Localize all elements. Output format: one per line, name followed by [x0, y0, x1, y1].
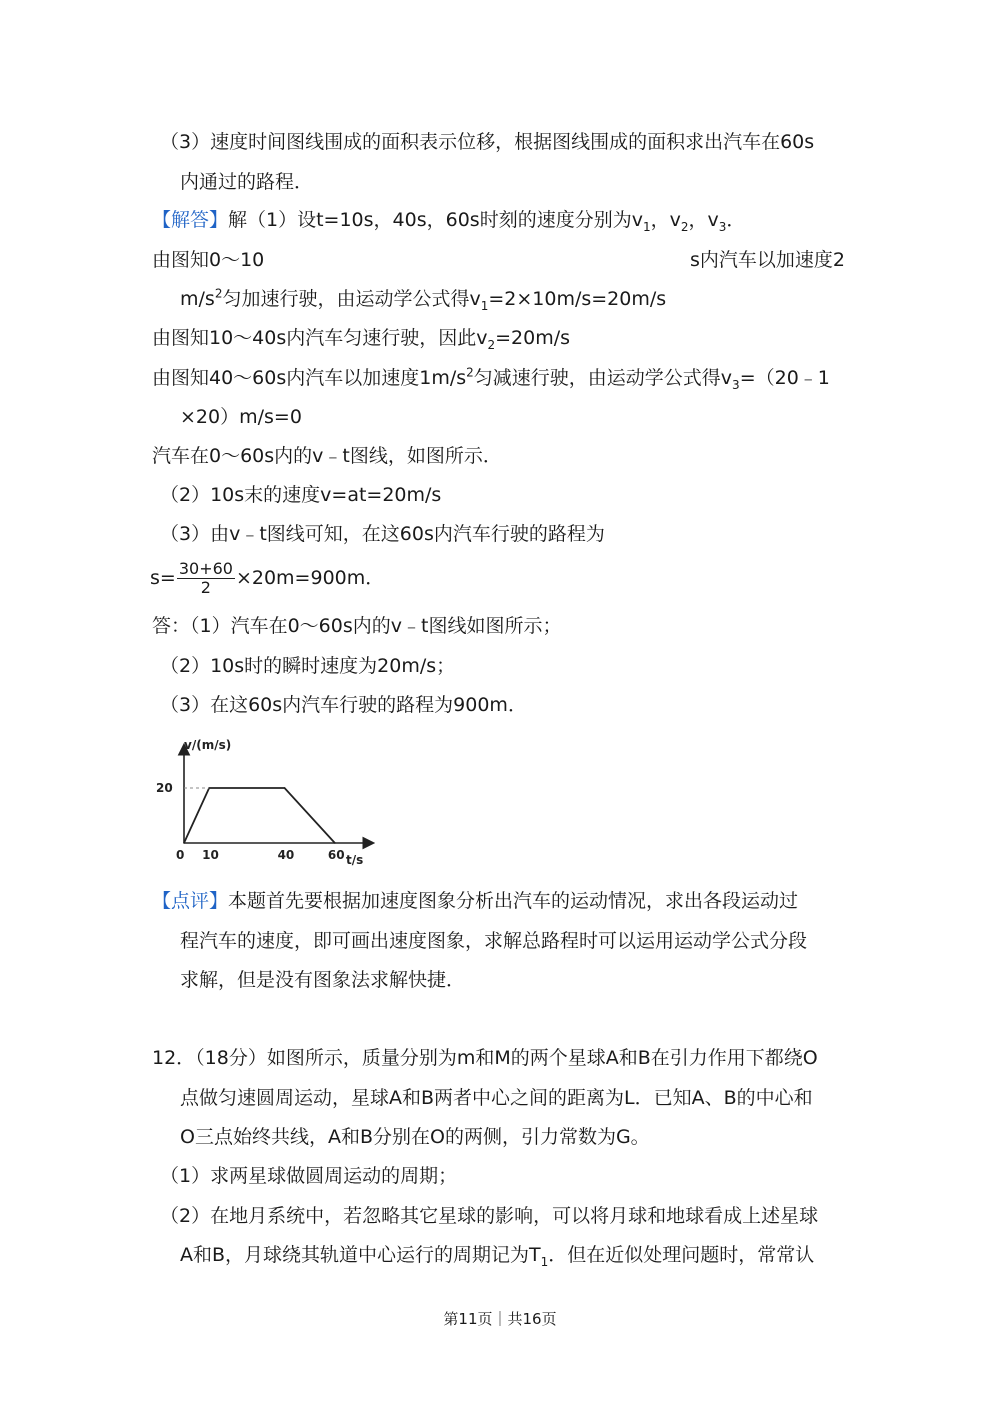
answer-line-11: （2）10s时的瞬时速度为20m/s； — [160, 655, 456, 677]
answer-intro: 【解答】解（1）设t=10s，40s，60s时刻的速度分别为$v_1$，$v_2$，$v_3$． — [152, 209, 746, 234]
velocity-time-graph — [150, 734, 380, 874]
x-axis-label: t/s — [346, 853, 364, 867]
y-axis-label: v/(m/s) — [184, 738, 232, 752]
answer-line-6: 汽车在0～60s内的v﹣t图线，如图所示． — [152, 445, 502, 467]
x-tick-label: 0 — [176, 848, 185, 862]
answer-line-2: $m/s^2$匀加速行驶，由运动学公式得$v_1=2\times 10m/s=20m/s$ — [180, 286, 667, 313]
answer-line-3: 由图知10～40s内汽车匀速行驶，因此$v_2=20m/s$ — [152, 327, 571, 352]
data-point — [183, 842, 185, 844]
data-point — [334, 842, 336, 844]
answer-line-1-right: s内汽车以加速度2 — [690, 249, 845, 271]
x-tick-label: 10 — [202, 848, 219, 862]
comment-line-2: 程汽车的速度，即可画出速度图象，求解总路程时可以运用运动学公式分段 — [180, 930, 808, 952]
answer-line-7: （2）10s末的速度v=at=20m/s — [160, 484, 442, 506]
y-tick-label: 20 — [156, 781, 173, 795]
question-12-line-4: （1）求两星球做圆周运动的周期； — [160, 1165, 458, 1187]
question-12-line-5: （2）在地月系统中，若忽略其它星球的影响，可以将月球和地球看成上述星球 — [160, 1205, 819, 1227]
x-tick-label: 60 — [327, 848, 345, 862]
question-12-line-3: O三点始终共线，A和B分别在O的两侧，引力常数为G。 — [180, 1126, 650, 1148]
comment-tag: 【点评】 — [152, 890, 229, 912]
question-12-line-2: 点做匀速圆周运动，星球A和B两者中心之间的距离为L．已知A、B的中心和 — [180, 1087, 813, 1109]
data-point — [284, 787, 286, 789]
velocity-line — [184, 788, 335, 843]
fraction: $\frac{30+60}{2}$ — [178, 559, 233, 597]
question-12-line-1: 12．（18分）如图所示，质量分别为m和M的两个星球A和B在引力作用下都绕O — [152, 1047, 818, 1069]
answer-line-5: ×20）m/s=0 — [180, 406, 302, 428]
question-12-line-6: A和B，月球绕其轨道中心运行的周期记为$T_1$．但在近似处理问题时，常常认 — [180, 1244, 815, 1269]
answer-line-1-left: 由图知0～10 — [152, 249, 265, 271]
answer-formula: s= $\frac{30+60}{2}$ ×20m=900m． — [150, 559, 385, 597]
solution-step-3-line2: 内通过的路程． — [180, 171, 314, 193]
solution-step-3-line1: （3）速度时间图线围成的面积表示位移，根据图线围成的面积求出汽车在60s — [160, 131, 815, 153]
answer-line-8: （3）由v﹣t图线可知，在这60s内汽车行驶的路程为 — [160, 523, 605, 545]
page-footer: 第11页｜共16页 — [443, 1310, 557, 1328]
answer-line-10: 答：（1）汽车在0～60s内的v﹣t图线如图所示； — [152, 615, 562, 637]
answer-line-4: 由图知40～60s内汽车以加速度$1m/s^2$匀减速行驶，由运动学公式得$v_3=(20﹣1$ — [152, 365, 830, 392]
comment-line-1: 【点评】本题首先要根据加速度图象分析出汽车的运动情况，求出各段运动过 — [152, 890, 799, 912]
answer-line-12: （3）在这60s内汽车行驶的路程为900m． — [160, 694, 527, 716]
comment-line-3: 求解，但是没有图象法求解快捷． — [180, 969, 466, 991]
x-tick-label: 40 — [277, 848, 295, 862]
answer-tag: 【解答】 — [152, 209, 229, 231]
